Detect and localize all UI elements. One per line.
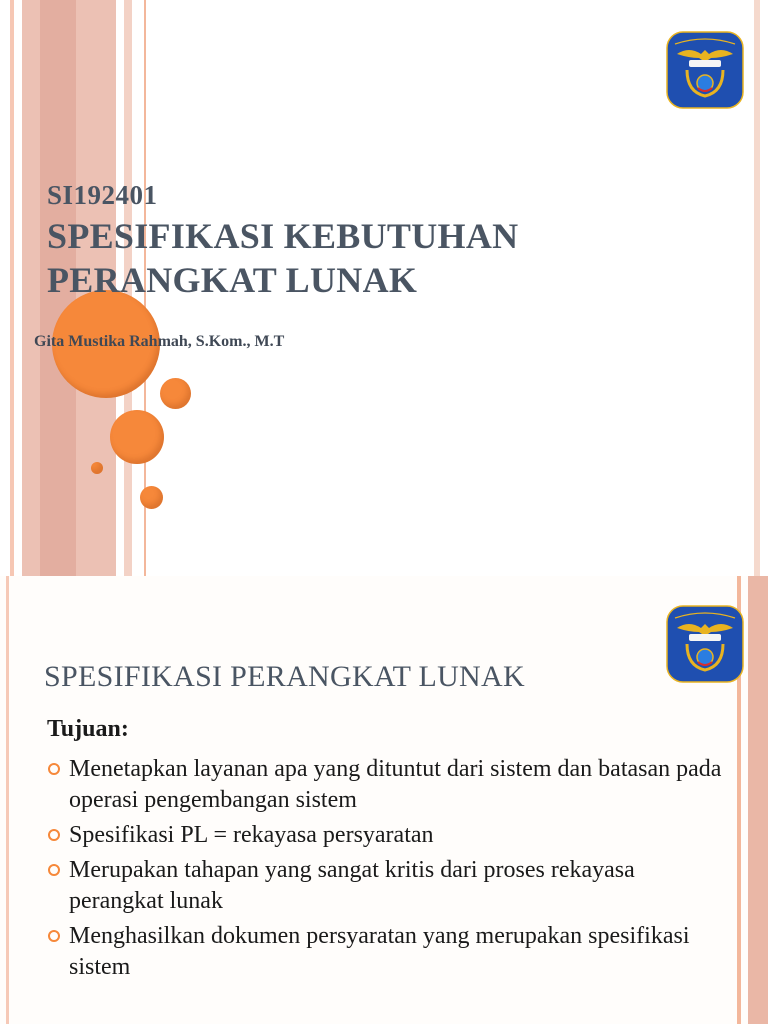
decorative-stripe [754,0,760,576]
list-item [46,754,726,816]
title-line: SPESIFIKASI KEBUTUHAN [47,216,519,256]
bullet-text: Merupakan tahapan yang sangat kritis dari proses rekayasa perangkat lunak [69,857,635,914]
institution-logo-icon [665,604,745,684]
bullet-list [46,754,726,983]
slide-title [47,214,607,302]
bullet-text: Menghasilkan dokumen persyaratan yang merupakan spesifikasi sistem [69,923,690,980]
institution-logo-icon [665,30,745,110]
title-line: PERANGKAT LUNAK [47,260,418,300]
list-item [46,921,726,983]
slide-title: SPESIFIKASI PERANGKAT LUNAK [44,660,525,693]
course-code: SI192401 [47,180,158,210]
list-item [46,855,726,917]
decorative-stripe [6,576,9,1024]
decorative-stripe [748,576,768,1024]
author-name: Gita Mustika Rahmah, S.Kom., M.T [34,333,285,350]
bullet-icon [48,763,60,775]
bullet-text: Menetapkan layanan apa yang dituntut dari sistem dan batasan pada operasi pengembangan sistem [69,756,722,813]
content-slide [0,576,768,1024]
bullet-icon [48,864,60,876]
subheading: Tujuan: [47,716,129,742]
decorative-circle [91,462,103,474]
bullet-text: Spesifikasi PL = rekayasa persyaratan [69,822,434,848]
decorative-circle [140,486,163,509]
decorative-circle [160,378,191,409]
bullet-icon [48,829,60,841]
list-item [46,820,726,851]
decorative-stripe [10,0,14,576]
decorative-circle [110,410,164,464]
bullet-icon [48,930,60,942]
